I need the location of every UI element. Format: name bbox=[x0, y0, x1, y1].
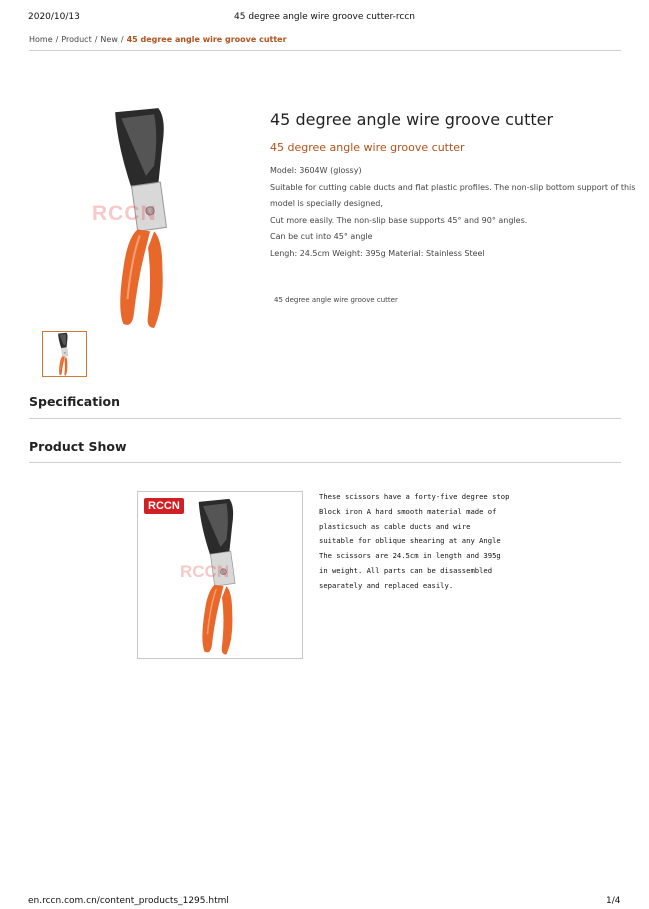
product-main-image[interactable] bbox=[86, 104, 210, 330]
product-description-line: Suitable for cutting cable ducts and flat plastic profiles. The non-slip bottom support of this bbox=[270, 183, 636, 192]
product-model: Model: 3604W (glossy) bbox=[270, 166, 362, 175]
footer-page-number: 1/4 bbox=[606, 896, 621, 906]
product-thumbnail[interactable] bbox=[42, 331, 87, 377]
product-description-line: Can be cut into 45° angle bbox=[270, 232, 373, 241]
show-text-line: in weight. All parts can be disassembled bbox=[319, 565, 493, 575]
breadcrumb-home-link[interactable]: Home bbox=[29, 35, 53, 44]
show-text-line: Block iron A hard smooth material made of bbox=[319, 506, 497, 516]
show-text-line: plasticsuch as cable ducts and wire bbox=[319, 521, 471, 531]
cutter-thumbnail-image bbox=[43, 332, 86, 376]
watermark-logo: RCCN bbox=[180, 562, 230, 581]
rccn-logo: RCCN bbox=[144, 498, 184, 514]
product-show-text bbox=[319, 490, 509, 594]
product-title: 45 degree angle wire groove cutter bbox=[270, 110, 554, 129]
breadcrumb-separator: / bbox=[55, 35, 59, 44]
product-subtitle: 45 degree angle wire groove cutter bbox=[270, 141, 465, 154]
breadcrumb-separator: / bbox=[120, 35, 124, 44]
show-text-line: These scissors have a forty-five degree stop bbox=[319, 492, 510, 501]
footer-url: en.rccn.com.cn/content_products_1295.html bbox=[28, 896, 229, 906]
product-show-image bbox=[137, 491, 303, 659]
breadcrumb bbox=[29, 35, 287, 44]
show-text-line: separately and replaced easily. bbox=[319, 580, 454, 590]
show-text-line: suitable for oblique shearing at any Angle bbox=[319, 536, 501, 546]
breadcrumb-current: 45 degree angle wire groove cutter bbox=[126, 35, 287, 44]
product-description-line: Cut more easily. The non-slip base supports 45° and 90° angles. bbox=[270, 216, 528, 225]
product-show-heading: Product Show bbox=[29, 439, 127, 454]
product-description-line: model is specially designed, bbox=[270, 199, 383, 208]
print-date: 2020/10/13 bbox=[28, 12, 80, 22]
breadcrumb-divider bbox=[29, 50, 621, 51]
print-page-title: 45 degree angle wire groove cutter-rccn bbox=[234, 12, 415, 22]
section-divider bbox=[29, 418, 621, 419]
product-caption: 45 degree angle wire groove cutter bbox=[274, 296, 398, 304]
breadcrumb-product-link[interactable]: Product bbox=[61, 35, 92, 44]
specification-heading: Specification bbox=[29, 394, 120, 409]
show-text-line: The scissors are 24.5cm in length and 395g bbox=[319, 551, 501, 561]
breadcrumb-new-link[interactable]: New bbox=[100, 35, 118, 44]
product-specs: Lengh: 24.5cm Weight: 395g Material: Stainless Steel bbox=[270, 249, 485, 258]
section-divider bbox=[29, 462, 621, 463]
watermark-logo: RCCN bbox=[92, 202, 157, 225]
breadcrumb-separator: / bbox=[94, 35, 98, 44]
